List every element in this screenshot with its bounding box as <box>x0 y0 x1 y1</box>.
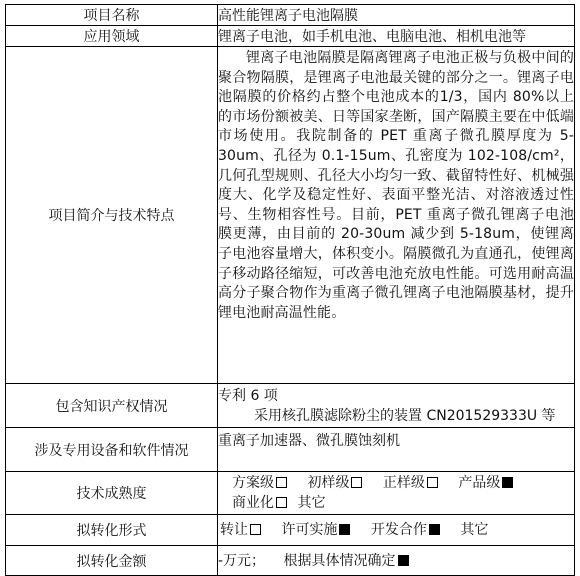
amount-option-negotiable[interactable] <box>284 553 409 569</box>
project-info-table <box>5 4 575 576</box>
intro-cell <box>218 47 575 384</box>
form-option-other[interactable] <box>460 522 488 538</box>
intro-label: 项目简介与技术特点 <box>6 47 218 384</box>
row-application <box>6 26 575 47</box>
form-option-label: 转让 <box>220 522 248 538</box>
ip-label: 包含知识产权情况 <box>6 384 218 428</box>
maturity-option-formal[interactable] <box>383 475 438 491</box>
checkbox-icon[interactable] <box>276 477 287 488</box>
form-option-label: 开发合作 <box>370 522 427 538</box>
maturity-line-1 <box>218 473 574 493</box>
amount-label: 拟转化金额 <box>6 546 218 576</box>
maturity-option-commercial[interactable] <box>232 495 287 511</box>
maturity-option-other[interactable] <box>297 495 325 511</box>
maturity-option-label: 商业化 <box>232 495 274 511</box>
form-option-license[interactable] <box>281 522 350 538</box>
ip-patent-title: 采用核孔膜滤除粉尘的装置 CN201529333U 等 <box>254 407 556 424</box>
application-label: 应用领域 <box>6 26 218 47</box>
maturity-option-product[interactable] <box>458 475 513 491</box>
maturity-option-label: 正样级 <box>382 475 425 491</box>
maturity-line-2 <box>218 493 574 513</box>
checkbox-icon[interactable] <box>339 524 350 535</box>
form-option-transfer[interactable] <box>220 522 261 538</box>
row-project-name <box>6 5 575 26</box>
amount-line <box>218 551 574 571</box>
maturity-option-label: 方案级 <box>232 475 274 491</box>
row-transfer-form <box>6 515 575 546</box>
checkbox-icon[interactable] <box>276 497 287 508</box>
application-value: 锂离子电池，如手机电池、电脑电池、相机电池等 <box>218 26 575 47</box>
form-options-line <box>218 520 574 540</box>
maturity-option-label: 产品级 <box>458 475 501 491</box>
form-cell <box>218 515 575 546</box>
form-option-label: 其它 <box>460 522 489 538</box>
checkbox-icon[interactable] <box>398 555 409 566</box>
amount-prefix: -万元； <box>218 552 266 569</box>
row-amount <box>6 546 575 576</box>
row-ip <box>6 384 575 428</box>
checkbox-icon[interactable] <box>250 524 261 535</box>
row-maturity <box>6 472 575 515</box>
maturity-option-label: 其它 <box>297 495 326 511</box>
project-name-label: 项目名称 <box>6 5 218 26</box>
ip-cell <box>218 384 575 428</box>
maturity-option-scheme[interactable] <box>232 475 287 491</box>
row-intro <box>6 47 575 384</box>
equipment-label: 涉及专用设备和软件情况 <box>6 428 218 472</box>
form-option-cooperation[interactable] <box>371 522 440 538</box>
maturity-cell <box>218 472 575 515</box>
checkbox-icon[interactable] <box>429 524 440 535</box>
maturity-option-prototype[interactable] <box>307 475 362 491</box>
form-option-label: 许可实施 <box>281 522 338 538</box>
checkbox-icon[interactable] <box>351 477 362 488</box>
maturity-label: 技术成熟度 <box>6 472 218 515</box>
amount-cell <box>218 546 575 576</box>
checkbox-icon[interactable] <box>427 477 438 488</box>
amount-option-label: 根据具体情况确定 <box>283 552 396 569</box>
equipment-value: 重离子加速器、微孔膜蚀刻机 <box>218 428 575 472</box>
intro-text: 锂离子电池隔膜是隔离锂离子电池正极与负极中间的聚合物隔膜，是锂离子电池最关键的部分之一。锂离子电池隔膜的价格约占整个电池成本的1/3，国内 80%以上的市场份额被美、日等国家垄断，国产隔膜主要在中低端市场使用。我院制备的 PET 重离子微孔膜厚度为 5-30um、孔径为 0.1-15um、孔密度为 102-108/cm²，几何孔型规则、孔径大小均匀一致、截留特性好、机械强度大、化学及稳定性好、表面平整光洁、对溶液透过性号、生物相容性号。目前，PET 重离子微孔锂离子电池膜更薄，由目前的 20-30um 减少到 5-18um，使锂离子电池容量增大，体积变小。隔膜微孔为直通孔，使锂离子移动路径缩短，可改善电池充放电性能。可选用耐高温高分子聚合物作为重离子微孔锂离子电池隔膜基材，提升锂电池耐高温性能。 <box>218 50 574 321</box>
checkbox-icon[interactable] <box>502 477 513 488</box>
row-equipment <box>6 428 575 472</box>
project-name-value: 高性能锂离子电池隔膜 <box>218 5 575 26</box>
maturity-option-label: 初样级 <box>307 475 350 491</box>
ip-patent-count: 专利 6 项 <box>218 387 278 404</box>
form-label: 拟转化形式 <box>6 515 218 546</box>
